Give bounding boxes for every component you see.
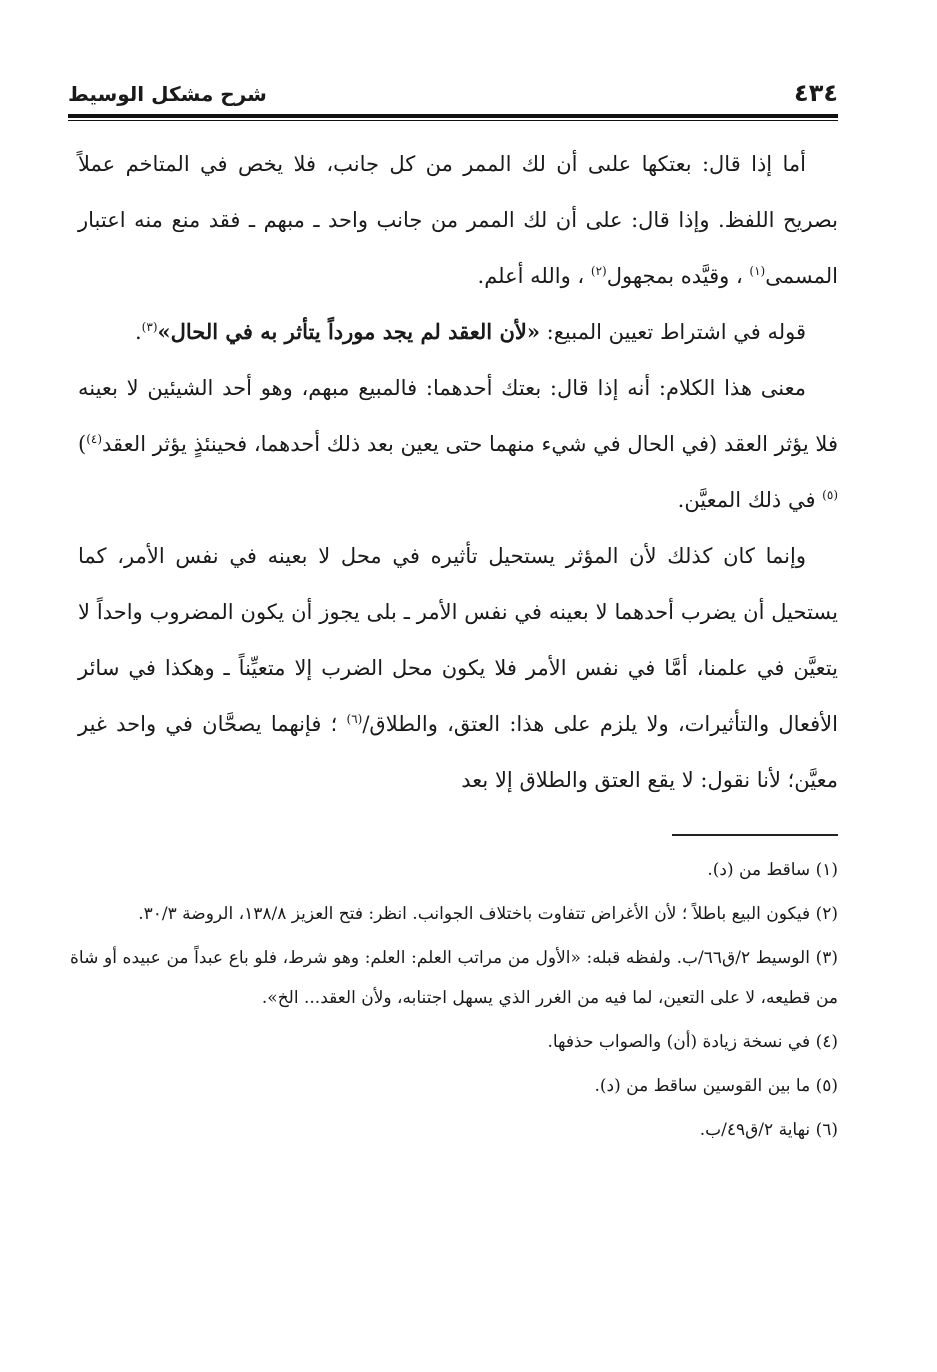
paragraph-1: [78, 136, 838, 304]
footnotes: [70, 850, 838, 1154]
footnote-ref-4: (٤): [86, 432, 103, 446]
header-rule-thick: [68, 114, 838, 118]
paragraph-2: [78, 304, 838, 360]
header-rule-thin: [68, 120, 838, 121]
paragraph-3-end: في ذلك المعيَّن.: [677, 488, 823, 512]
footnote-1: (١) ساقط من (د).: [707, 860, 838, 880]
paragraph-3: [78, 360, 838, 528]
footnote-ref-2: (٢): [590, 264, 607, 278]
main-text: [78, 136, 838, 808]
footnote-5: (٥) ما بين القوسين ساقط من (د).: [594, 1076, 838, 1096]
footnote-2: (٢) فيكون البيع باطلاً ؛ لأن الأغراض تتفاوت باختلاف الجوانب. انظر: فتح العزيز ١٣٨/٨، الروضة ٣٠/٣.: [138, 904, 838, 924]
page-number: ٤٣٤: [794, 79, 838, 107]
paragraph-4-end: ؛ فإنهما يصحَّان في واحد غير معيَّن؛ لأنا نقول: لا يقع العتق والطلاق إلا بعد: [78, 712, 838, 792]
footnote-separator: [672, 834, 838, 836]
quoted-matn: «لأن العقد لم يجد مورداً يتأثر به في الحال»: [157, 319, 540, 344]
running-title: شرح مشكل الوسيط: [68, 82, 267, 106]
footnote-ref-5: (٥): [822, 488, 838, 502]
paragraph-4-text: وإنما كان كذلك لأن المؤثر يستحيل تأثيره في محل لا بعينه في نفس الأمر، كما يستحيل أن يضرب أحدهما لا بعينه في نفس الأمر ـ بلى يجوز أن يكون المضروب واحداً لا يتعيَّن في علمنا، أمَّا في نفس الأمر فلا يكون محل الضرب إلا متعيِّناً ـ وهكذا في سائر الأفعال والتأثيرات، ولا يلزم على هذا: العتق، والطلاق/: [78, 544, 838, 736]
footnote-4: (٤) في نسخة زيادة (أن) والصواب حذفها.: [547, 1032, 838, 1052]
paragraph-1-mid: ، وقيَّده بمجهول: [606, 264, 750, 288]
paragraph-2-end: .: [134, 320, 142, 344]
paragraph-3-text: معنى هذا الكلام: أنه إذا قال: بعتك أحدهما: فالمبيع مبهم، وهو أحد الشيئين لا بعينه فلا يؤثر العقد (في الحال في شيء منهما حتى يعين بعد ذلك أحدهما، فحينئذٍ يؤثر العقد: [78, 376, 838, 456]
footnote-ref-3: (٣): [141, 320, 158, 334]
paragraph-1-text: أما إذا قال: بعتكها علىى أن لك الممر من كل جانب، فلا يخص في المتاخم عملاً بصريح اللفظ. وإذا قال: على أن لك الممر من جانب واحد ـ مبهم ـ فقد منع منه اعتبار المسمى: [78, 152, 838, 288]
paragraph-2-text: قوله في اشتراط تعيين المبيع:: [539, 320, 806, 344]
footnote-ref-1: (١): [749, 264, 766, 278]
page-header: [68, 72, 838, 116]
paragraph-4: [78, 528, 838, 808]
paragraph-3-mid: ): [78, 432, 87, 456]
paragraph-1-end: ، والله أعلم.: [477, 264, 591, 288]
footnote-6: (٦) نهاية ٢/ق٤٩/ب.: [699, 1120, 838, 1140]
footnote-ref-6: (٦): [346, 712, 363, 726]
footnote-3: (٣) الوسيط ٢/ق٦٦/ب. ولفظه قبله: «الأول من مراتب العلم: العلم: وهو شرط، فلو باع عبداً من عبيده أو شاة من قطيعه، لا على التعين، لما فيه من الغرر الذي يسهل اجتنابه، ولأن العقد... الخ».: [70, 948, 839, 1008]
